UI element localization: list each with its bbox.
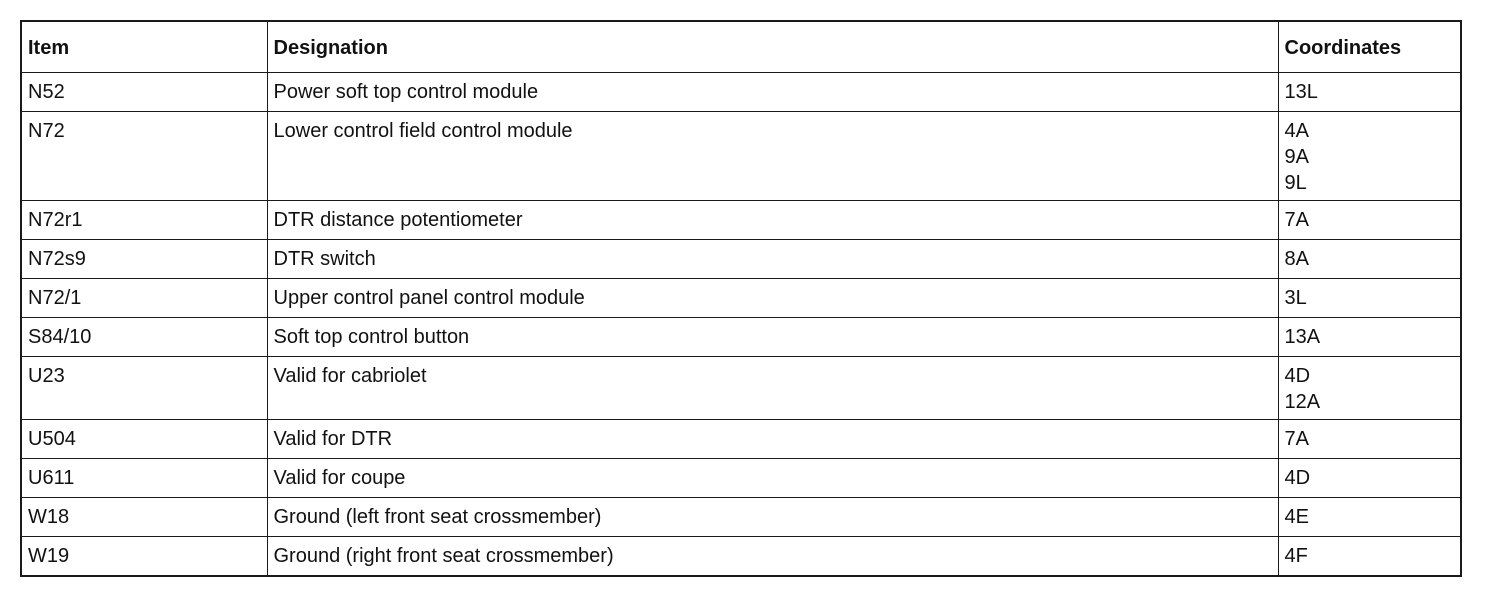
- cell-designation: DTR distance potentiometer: [267, 201, 1278, 240]
- cell-coordinates: [1278, 459, 1461, 498]
- cell-item: U504: [21, 420, 267, 459]
- cell-item: U611: [21, 459, 267, 498]
- coordinate-value: 7A: [1284, 209, 1309, 231]
- coordinate-value: 4D: [1284, 467, 1311, 489]
- coordinate-value: 4E: [1284, 506, 1309, 528]
- cell-item: N72: [21, 112, 267, 201]
- cell-designation: Valid for cabriolet: [267, 357, 1278, 420]
- table-row: [21, 357, 1461, 420]
- cell-designation: Lower control field control module: [267, 112, 1278, 201]
- cell-coordinates: [1278, 357, 1461, 420]
- header-designation: Designation: [267, 21, 1278, 73]
- coordinate-value: 13A: [1284, 326, 1321, 348]
- cell-coordinates: [1278, 420, 1461, 459]
- cell-coordinates: [1278, 73, 1461, 112]
- coordinate-value: 4F: [1284, 545, 1308, 567]
- header-coordinates: Coordinates: [1278, 21, 1461, 73]
- cell-coordinates: [1278, 498, 1461, 537]
- cell-item: U23: [21, 357, 267, 420]
- coordinate-value: 7A: [1284, 428, 1309, 450]
- cell-coordinates: [1278, 279, 1461, 318]
- table-row: [21, 459, 1461, 498]
- cell-designation: Ground (right front seat crossmember): [267, 537, 1278, 577]
- cell-item: S84/10: [21, 318, 267, 357]
- cell-item: W18: [21, 498, 267, 537]
- table-body: [21, 73, 1461, 577]
- cell-coordinates: [1278, 318, 1461, 357]
- coordinate-value: 8A: [1284, 248, 1309, 270]
- table-row: [21, 240, 1461, 279]
- coordinate-value: 3L: [1284, 287, 1307, 309]
- cell-designation: Ground (left front seat crossmember): [267, 498, 1278, 537]
- table-row: [21, 73, 1461, 112]
- coordinate-value: 4D: [1284, 365, 1311, 387]
- table-row: [21, 201, 1461, 240]
- cell-item: N72s9: [21, 240, 267, 279]
- table-row: [21, 112, 1461, 201]
- header-item: Item: [21, 21, 267, 73]
- cell-item: N72/1: [21, 279, 267, 318]
- cell-coordinates: [1278, 240, 1461, 279]
- coordinate-value: 12A: [1284, 391, 1321, 413]
- component-legend-table: [20, 20, 1462, 577]
- cell-designation: Soft top control button: [267, 318, 1278, 357]
- cell-item: W19: [21, 537, 267, 577]
- cell-designation: Valid for coupe: [267, 459, 1278, 498]
- coordinate-value: 9L: [1284, 172, 1307, 194]
- header-row: [21, 21, 1461, 73]
- cell-item: N72r1: [21, 201, 267, 240]
- coordinate-value: 9A: [1284, 146, 1309, 168]
- cell-item: N52: [21, 73, 267, 112]
- table-row: [21, 498, 1461, 537]
- coordinate-value: 4A: [1284, 120, 1309, 142]
- cell-designation: DTR switch: [267, 240, 1278, 279]
- cell-designation: Power soft top control module: [267, 73, 1278, 112]
- cell-designation: Upper control panel control module: [267, 279, 1278, 318]
- table-row: [21, 279, 1461, 318]
- cell-coordinates: [1278, 201, 1461, 240]
- table-row: [21, 537, 1461, 577]
- table-row: [21, 420, 1461, 459]
- cell-coordinates: [1278, 112, 1461, 201]
- table-row: [21, 318, 1461, 357]
- cell-designation: Valid for DTR: [267, 420, 1278, 459]
- cell-coordinates: [1278, 537, 1461, 577]
- coordinate-value: 13L: [1284, 81, 1318, 103]
